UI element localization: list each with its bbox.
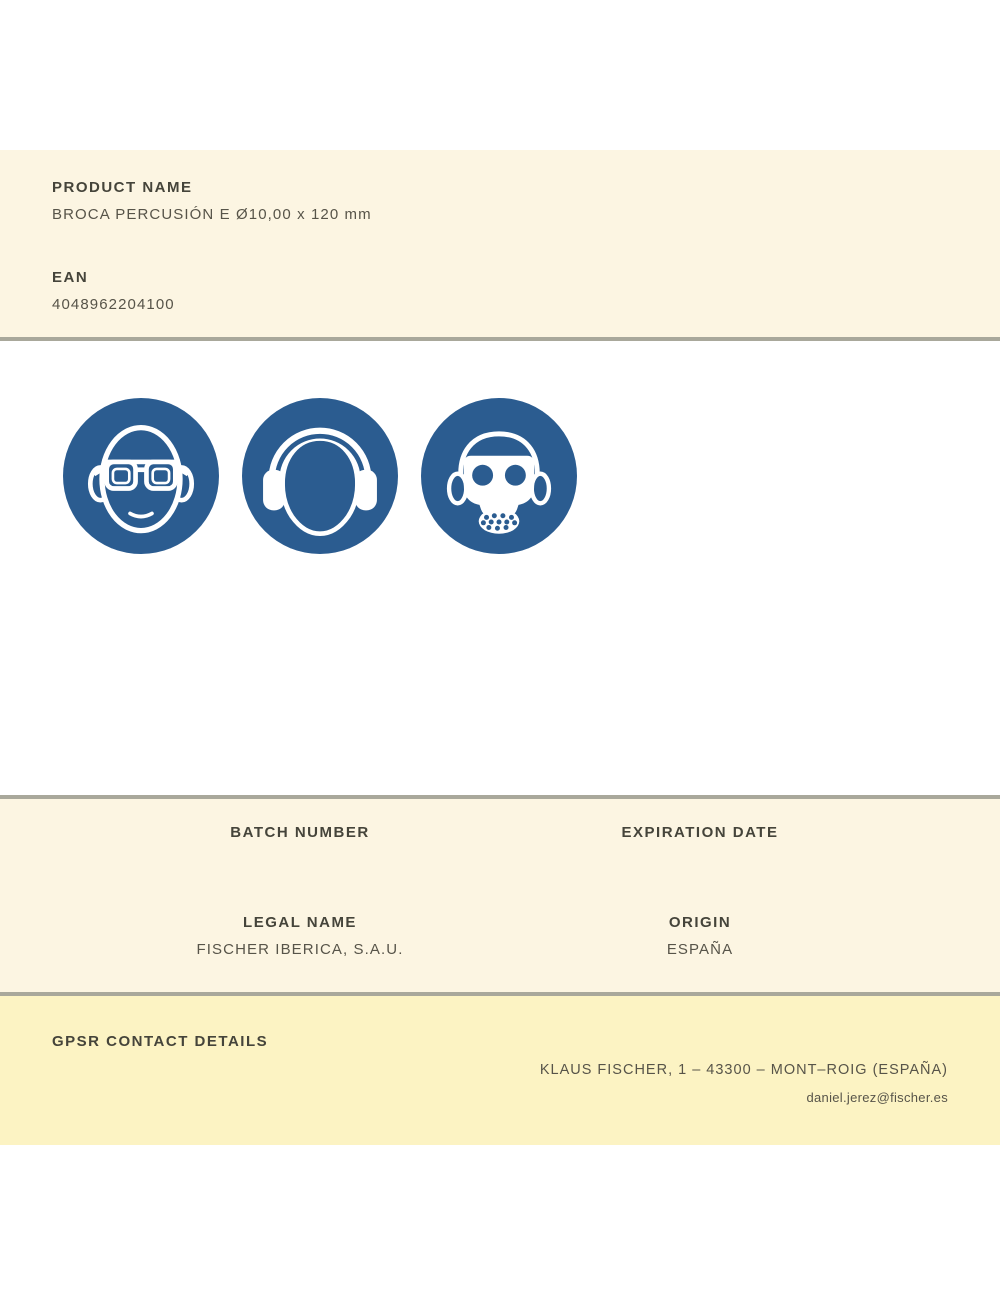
gpsr-contact-section bbox=[0, 996, 1000, 1145]
gpsr-contact-email: daniel.jerez@fischer.es bbox=[806, 1090, 948, 1105]
legal-name-label: LEGAL NAME bbox=[243, 914, 357, 931]
ean-field bbox=[52, 268, 948, 315]
respiratory-protection-icon bbox=[421, 398, 577, 554]
gpsr-contact-address: KLAUS FISCHER, 1 – 43300 – MONT–ROIG (ESPAÑA) bbox=[539, 1062, 948, 1078]
origin-value: ESPAÑA bbox=[666, 941, 734, 958]
details-left-column bbox=[100, 823, 500, 992]
origin-field bbox=[500, 913, 900, 960]
legal-name-field bbox=[100, 913, 500, 960]
product-name-label: PRODUCT NAME bbox=[52, 179, 193, 196]
product-name-field bbox=[52, 178, 948, 225]
safety-icons-row bbox=[63, 398, 577, 554]
expiration-date-value bbox=[500, 850, 900, 870]
legal-name-value: FISCHER IBERICA, S.A.U. bbox=[196, 941, 404, 958]
batch-number-label: BATCH NUMBER bbox=[230, 824, 370, 841]
details-right-column bbox=[500, 823, 900, 992]
batch-number-field bbox=[100, 823, 500, 870]
origin-label: ORIGIN bbox=[668, 914, 732, 931]
batch-number-value bbox=[100, 850, 500, 870]
product-info-section bbox=[0, 150, 1000, 341]
expiration-date-field bbox=[500, 823, 900, 870]
ean-value: 4048962204100 bbox=[52, 296, 175, 313]
expiration-date-label: EXPIRATION DATE bbox=[621, 824, 779, 841]
ear-protection-icon bbox=[242, 398, 398, 554]
eye-protection-icon bbox=[63, 398, 219, 554]
product-name-value: BROCA PERCUSIÓN E Ø10,00 x 120 mm bbox=[52, 206, 372, 223]
batch-origin-section bbox=[0, 795, 1000, 996]
ean-label: EAN bbox=[52, 269, 89, 286]
gpsr-contact-label: GPSR CONTACT DETAILS bbox=[52, 1033, 269, 1050]
